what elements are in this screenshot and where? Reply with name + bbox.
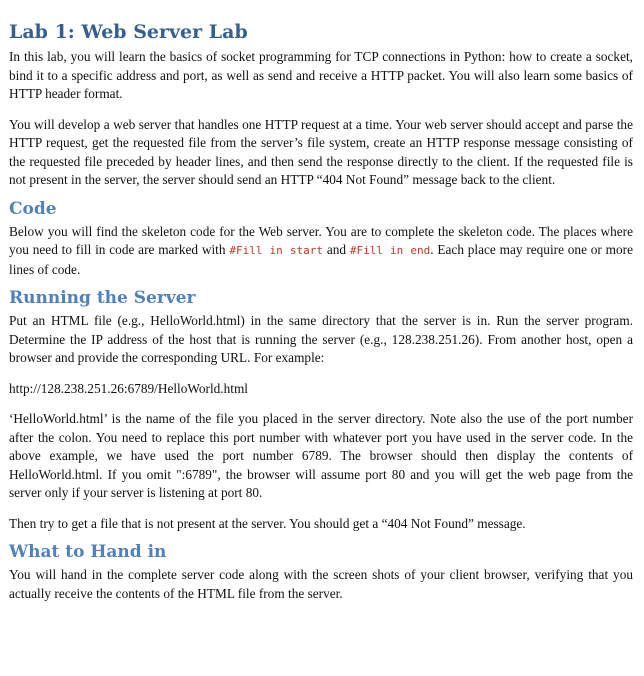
- fill-in-end-marker: #Fill in end: [349, 244, 431, 257]
- code-section-paragraph: [9, 223, 633, 280]
- section-heading-running: Running the Server: [9, 288, 196, 308]
- fill-in-start-marker: #Fill in start: [229, 244, 324, 257]
- example-url: http://128.238.251.26:6789/HelloWorld.html: [9, 380, 249, 396]
- section-heading-code: Code: [9, 198, 57, 219]
- intro-paragraph-1: In this lab, you will learn the basics of socket programming for TCP connections in Python: how to create a socket, bind it to a specific address and port, as well as send and receive a HTTP packet. You will also learn some basics of HTTP header format.: [9, 49, 633, 101]
- section-heading-hand-in: What to Hand in: [9, 542, 167, 562]
- running-paragraph-3: Then try to get a file that is not present at the server. You should get a “404 Not Found” message.: [9, 515, 526, 531]
- hand-in-paragraph: You will hand in the complete server code along with the screen shots of your client browser, verifying that you actually receive the contents of the HTML file from the server.: [9, 567, 633, 601]
- code-text-after: . Each place may require one or more lines of code.: [9, 242, 633, 277]
- page-title: Lab 1: Web Server Lab: [9, 21, 248, 43]
- document-page: [9, 20, 633, 603]
- running-paragraph-2: ‘HelloWorld.html’ is the name of the file you placed in the server directory. Note also the use of the port number after the colon. You need to replace this port number with whatever port you have used in the server code. In the above example, we have used the port number 6789. The browser should then display the contents of HelloWorld.html. If you omit ":6789", the browser will assume port 80 and you will get the web page from the server only if your server is listening at port 80.: [9, 411, 633, 500]
- running-paragraph-1: Put an HTML file (e.g., HelloWorld.html) in the same directory that the server is in. Run the server program. Determine the IP address of the host that is running the server (e.g., 128.238.251.26). From another host, open a browser and provide the corresponding URL. For example:: [9, 313, 633, 365]
- code-text-and: and: [323, 242, 350, 257]
- code-text-before: Below you will find the skeleton code for the Web server. You are to complete the skeleton code. The places where you need to fill in code are marked with: [9, 223, 633, 257]
- intro-paragraph-2: You will develop a web server that handles one HTTP request at a time. Your web server should accept and parse the HTTP request, get the requested file from the server’s file system, create an HTTP response message consisting of the requested file preceded by header lines, and then send the response directly to the client. If the requested file is not present in the server, the server should send an HTTP “404 Not Found” message back to the client.: [9, 116, 633, 187]
